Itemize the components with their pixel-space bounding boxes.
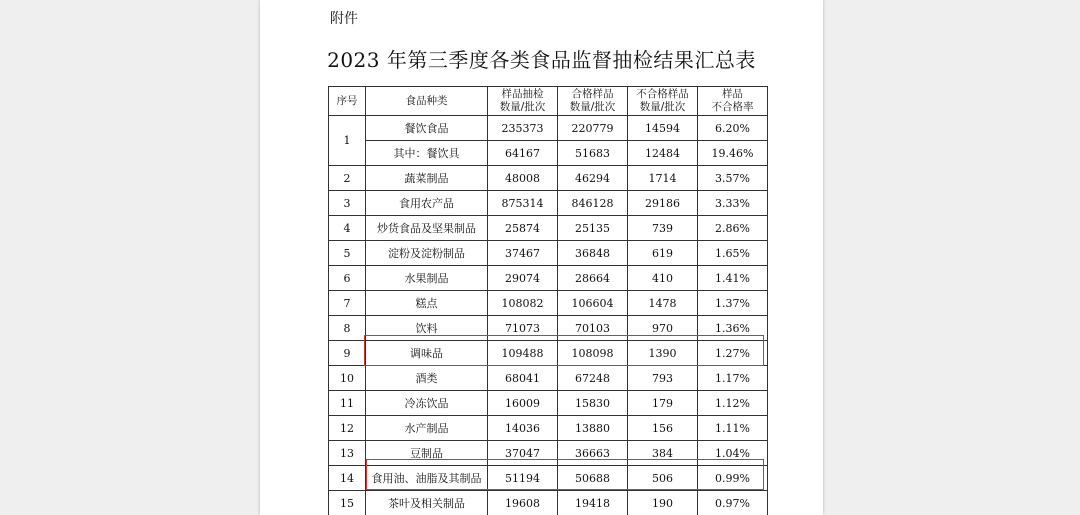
cell-seq: 13: [329, 441, 366, 466]
table-header-row: [329, 87, 768, 116]
cell-sampled: 109488: [488, 341, 558, 366]
cell-sampled: 235373: [488, 116, 558, 141]
cell-rate: 1.27%: [698, 341, 768, 366]
cell-unqualified: 179: [628, 391, 698, 416]
cell-qualified: 106604: [558, 291, 628, 316]
cell-sampled: 51194: [488, 466, 558, 491]
table-row: [329, 416, 768, 441]
cell-qualified: 36663: [558, 441, 628, 466]
cell-qualified: 13880: [558, 416, 628, 441]
cell-category: 糕点: [366, 291, 488, 316]
cell-rate: 0.97%: [698, 491, 768, 515]
cell-rate: 1.12%: [698, 391, 768, 416]
cell-sampled: 37467: [488, 241, 558, 266]
cell-unqualified: 156: [628, 416, 698, 441]
header-unqualified: [628, 87, 698, 116]
cell-qualified: 108098: [558, 341, 628, 366]
cell-qualified: 25135: [558, 216, 628, 241]
cell-rate: 19.46%: [698, 141, 768, 166]
table-row: [329, 291, 768, 316]
cell-unqualified: 619: [628, 241, 698, 266]
cell-qualified: 67248: [558, 366, 628, 391]
cell-category: 食用农产品: [366, 191, 488, 216]
cell-unqualified: 410: [628, 266, 698, 291]
header-unqualified-line2: 数量/批次: [639, 101, 686, 113]
cell-category: 淀粉及淀粉制品: [366, 241, 488, 266]
cell-unqualified: 1478: [628, 291, 698, 316]
cell-qualified: 46294: [558, 166, 628, 191]
cell-seq: 10: [329, 366, 366, 391]
cell-category: 豆制品: [366, 441, 488, 466]
header-qualified: [558, 87, 628, 116]
cell-seq: 4: [329, 216, 366, 241]
cell-sampled: 68041: [488, 366, 558, 391]
cell-category: 炒货食品及坚果制品: [366, 216, 488, 241]
cell-rate: 1.65%: [698, 241, 768, 266]
cell-rate: 1.17%: [698, 366, 768, 391]
cell-category: 水产制品: [366, 416, 488, 441]
attachment-label: 附件: [330, 11, 358, 27]
header-sampled-line2: 数量/批次: [499, 101, 546, 113]
cell-qualified: 28664: [558, 266, 628, 291]
cell-unqualified: 384: [628, 441, 698, 466]
header-sampled: [488, 87, 558, 116]
results-table: [328, 86, 768, 515]
cell-category: 食用油、油脂及其制品: [366, 466, 488, 491]
cell-seq: 7: [329, 291, 366, 316]
cell-unqualified: 739: [628, 216, 698, 241]
header-rate-line2: 不合格率: [711, 101, 754, 113]
cell-sampled: 875314: [488, 191, 558, 216]
cell-rate: 1.36%: [698, 316, 768, 341]
cell-seq: 9: [329, 341, 366, 366]
cell-sampled: 19608: [488, 491, 558, 515]
cell-category: 酒类: [366, 366, 488, 391]
cell-sampled: 64167: [488, 141, 558, 166]
cell-qualified: 220779: [558, 116, 628, 141]
cell-rate: 1.41%: [698, 266, 768, 291]
table-row: [329, 191, 768, 216]
cell-rate: 6.20%: [698, 116, 768, 141]
cell-sampled: 16009: [488, 391, 558, 416]
header-seq: 序号: [329, 87, 366, 116]
header-sampled-line1: 样品抽检: [501, 88, 544, 100]
cell-seq: 14: [329, 466, 366, 491]
table-row: [329, 141, 768, 166]
table-row: [329, 491, 768, 515]
cell-sampled: 37047: [488, 441, 558, 466]
cell-sampled: 29074: [488, 266, 558, 291]
cell-rate: 1.11%: [698, 416, 768, 441]
cell-seq: 6: [329, 266, 366, 291]
cell-qualified: 15830: [558, 391, 628, 416]
cell-seq: 8: [329, 316, 366, 341]
cell-sampled: 25874: [488, 216, 558, 241]
cell-sampled: 48008: [488, 166, 558, 191]
cell-qualified: 19418: [558, 491, 628, 515]
cell-rate: 0.99%: [698, 466, 768, 491]
cell-category: 调味品: [366, 341, 488, 366]
cell-category: 餐饮食品: [366, 116, 488, 141]
cell-unqualified: 1390: [628, 341, 698, 366]
cell-category: 冷冻饮品: [366, 391, 488, 416]
table-row: [329, 216, 768, 241]
header-rate-line1: 样品: [722, 88, 743, 100]
cell-qualified: 51683: [558, 141, 628, 166]
highlight-box-edible-oil: [366, 459, 764, 490]
table-row: [329, 116, 768, 141]
cell-rate: 3.57%: [698, 166, 768, 191]
cell-seq: 15: [329, 491, 366, 515]
cell-category: 其中：餐饮具: [366, 141, 488, 166]
cell-qualified: 70103: [558, 316, 628, 341]
header-unqualified-line1: 不合格样品: [636, 88, 689, 100]
cell-seq: 3: [329, 191, 366, 216]
cell-sampled: 71073: [488, 316, 558, 341]
cell-qualified: 50688: [558, 466, 628, 491]
table-row: [329, 366, 768, 391]
cell-seq: 12: [329, 416, 366, 441]
cell-category: 蔬菜制品: [366, 166, 488, 191]
cell-category: 茶叶及相关制品: [366, 491, 488, 515]
header-rate: [698, 87, 768, 116]
cell-sampled: 108082: [488, 291, 558, 316]
cell-unqualified: 14594: [628, 116, 698, 141]
table-row: [329, 391, 768, 416]
cell-unqualified: 12484: [628, 141, 698, 166]
cell-unqualified: 29186: [628, 191, 698, 216]
cell-unqualified: 506: [628, 466, 698, 491]
cell-category: 饮料: [366, 316, 488, 341]
cell-rate: 3.33%: [698, 191, 768, 216]
document-title: 2023 年第三季度各类食品监督抽检结果汇总表: [327, 48, 756, 72]
header-qualified-line1: 合格样品: [571, 88, 614, 100]
document-page: [260, 0, 823, 515]
cell-rate: 1.04%: [698, 441, 768, 466]
cell-unqualified: 190: [628, 491, 698, 515]
cell-qualified: 846128: [558, 191, 628, 216]
cell-category: 水果制品: [366, 266, 488, 291]
cell-seq: 2: [329, 166, 366, 191]
cell-qualified: 36848: [558, 241, 628, 266]
table-row: [329, 166, 768, 191]
cell-unqualified: 1714: [628, 166, 698, 191]
cell-seq: 11: [329, 391, 366, 416]
cell-rate: 1.37%: [698, 291, 768, 316]
header-category: 食品种类: [366, 87, 488, 116]
cell-sampled: 14036: [488, 416, 558, 441]
cell-seq: 1: [329, 116, 366, 166]
cell-unqualified: 793: [628, 366, 698, 391]
cell-seq: 5: [329, 241, 366, 266]
header-qualified-line2: 数量/批次: [569, 101, 616, 113]
highlight-box-condiments: [364, 335, 764, 366]
cell-unqualified: 970: [628, 316, 698, 341]
cell-rate: 2.86%: [698, 216, 768, 241]
table-row: [329, 241, 768, 266]
table-row: [329, 266, 768, 291]
